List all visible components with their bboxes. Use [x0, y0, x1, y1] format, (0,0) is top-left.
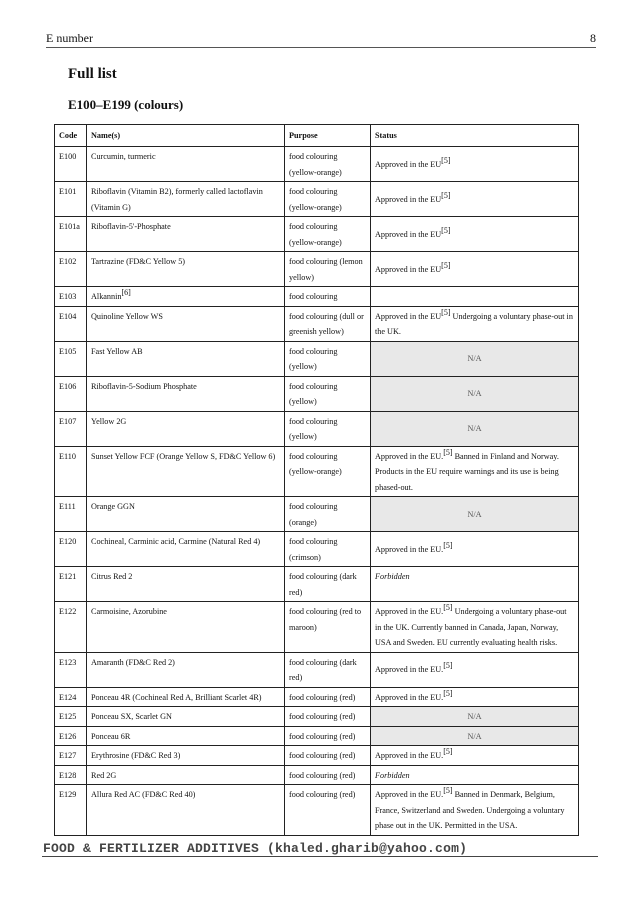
status-text: Approved in the EU.	[375, 544, 444, 554]
cell-name	[87, 306, 285, 341]
cell-name	[87, 687, 285, 707]
cell-name-text: Cochineal, Carminic acid, Carmine (Natural Red 4)	[91, 537, 261, 546]
cell-status	[371, 785, 579, 836]
cell-status	[371, 687, 579, 707]
cell-code	[55, 147, 87, 182]
cell-code-text: E126	[59, 731, 77, 741]
page-header	[46, 31, 596, 48]
cell-status-text: N/A	[467, 509, 482, 519]
cell-purpose	[285, 287, 371, 307]
e-number-table	[54, 124, 579, 836]
cell-status	[371, 217, 579, 252]
cell-status-text: N/A	[467, 731, 482, 741]
cell-code	[55, 411, 87, 446]
cell-purpose-text: food colouring (dull or greenish yellow)	[289, 311, 364, 336]
cell-code	[55, 602, 87, 653]
table-row	[55, 341, 579, 376]
table-row	[55, 687, 579, 707]
column-header-purpose: Purpose	[285, 125, 371, 147]
cell-name-text: Red 2G	[91, 770, 117, 780]
cell-status	[371, 746, 579, 766]
cell-name	[87, 707, 285, 727]
table-row	[55, 726, 579, 746]
cell-purpose-text: food colouring (dark red)	[289, 657, 357, 682]
status-text: Approved in the EU.	[375, 607, 444, 616]
status-text: Approved in the EU	[375, 229, 442, 239]
cell-name-text: Ponceau 4R (Cochineal Red A, Brilliant Scarlet 4R)	[91, 692, 262, 702]
cell-status	[371, 411, 579, 446]
status-text: Approved in the EU	[375, 159, 442, 169]
cell-name-text: Amaranth (FD&C Red 2)	[91, 657, 175, 667]
cell-name	[87, 746, 285, 766]
cell-purpose	[285, 497, 371, 532]
reference-link[interactable]: [5]	[441, 155, 451, 165]
table-row	[55, 532, 579, 567]
cell-code-text: E106	[59, 381, 77, 391]
cell-code	[55, 687, 87, 707]
cell-name	[87, 287, 285, 307]
status-note: Undergoing a voluntary phase-out in the UK. Currently banned in Canada, Japan, Norway, USA and Sweden. EU currently evaluating health risks.	[375, 607, 567, 647]
cell-purpose-text: food colouring (yellow-orange)	[289, 187, 342, 212]
table-row	[55, 306, 579, 341]
cell-code-text: E128	[59, 770, 77, 780]
cell-status-text: N/A	[467, 354, 482, 364]
table-row	[55, 707, 579, 727]
cell-status	[371, 532, 579, 567]
cell-status	[371, 341, 579, 376]
cell-status	[371, 726, 579, 746]
cell-code-text: E101	[59, 187, 77, 196]
reference-link[interactable]: [5]	[443, 447, 453, 457]
cell-name	[87, 785, 285, 836]
cell-status-text: N/A	[467, 424, 482, 434]
cell-purpose	[285, 746, 371, 766]
reference-link[interactable]: [5]	[443, 661, 453, 671]
cell-purpose-text: food colouring (yellow)	[289, 381, 338, 406]
cell-code-text: E122	[59, 607, 77, 616]
cell-purpose-text: food colouring (yellow)	[289, 416, 338, 441]
status-text: Approved in the EU.	[375, 751, 444, 760]
cell-name	[87, 567, 285, 602]
cell-purpose-text: food colouring (orange)	[289, 502, 338, 527]
cell-status	[371, 602, 579, 653]
section-title: Full list	[68, 66, 117, 82]
cell-purpose-text: food colouring (red)	[289, 751, 356, 760]
table-row	[55, 446, 579, 497]
cell-purpose-text: food colouring (yellow-orange)	[289, 222, 342, 247]
cell-status	[371, 306, 579, 341]
cell-code-text: E124	[59, 692, 77, 702]
cell-name-text: Tartrazine (FD&C Yellow 5)	[91, 257, 186, 266]
cell-name-text: Orange GGN	[91, 502, 135, 511]
cell-status	[371, 567, 579, 602]
cell-name	[87, 147, 285, 182]
cell-name	[87, 217, 285, 252]
cell-status	[371, 765, 579, 785]
table-row	[55, 252, 579, 287]
cell-name	[87, 726, 285, 746]
cell-code	[55, 252, 87, 287]
cell-code	[55, 652, 87, 687]
cell-purpose	[285, 532, 371, 567]
cell-purpose-text: food colouring (dark red)	[289, 572, 357, 597]
status-note: Banned in Finland and Norway. Products in the EU require warnings and its use is being phased-out.	[375, 451, 559, 492]
table-row	[55, 376, 579, 411]
cell-status	[371, 252, 579, 287]
cell-name-text: Carmoisine, Azorubine	[91, 607, 167, 616]
cell-purpose-text: food colouring (red)	[289, 731, 356, 741]
cell-code-text: E104	[59, 311, 77, 321]
table-row	[55, 217, 579, 252]
cell-name-text: Erythrosine (FD&C Red 3)	[91, 751, 181, 760]
cell-code-text: E102	[59, 257, 77, 266]
reference-link[interactable]: [5]	[443, 786, 453, 795]
cell-name	[87, 446, 285, 497]
table-row	[55, 746, 579, 766]
cell-name	[87, 532, 285, 567]
cell-purpose-text: food colouring (red to maroon)	[289, 607, 362, 632]
page-footer	[42, 842, 598, 857]
reference-link[interactable]: [5]	[441, 307, 451, 317]
cell-code	[55, 746, 87, 766]
table-row	[55, 411, 579, 446]
cell-code	[55, 341, 87, 376]
cell-status	[371, 182, 579, 217]
cell-purpose	[285, 446, 371, 497]
cell-purpose	[285, 602, 371, 653]
table-row	[55, 567, 579, 602]
cell-name-text: Riboflavin-5-Sodium Phosphate	[91, 381, 197, 391]
cell-name	[87, 411, 285, 446]
cell-status-text: N/A	[467, 712, 482, 721]
cell-purpose-text: food colouring (yellow-orange)	[289, 451, 342, 476]
cell-status	[371, 376, 579, 411]
cell-code	[55, 532, 87, 567]
reference-link[interactable]: [5]	[441, 260, 451, 270]
cell-code-text: E125	[59, 712, 77, 721]
cell-name-text: Yellow 2G	[91, 416, 127, 426]
status-text: Approved in the EU	[375, 311, 442, 321]
cell-name-text: Riboflavin (Vitamin B2), formerly called lactoflavin (Vitamin G)	[91, 187, 263, 212]
cell-purpose	[285, 765, 371, 785]
cell-status-text: N/A	[467, 389, 482, 399]
cell-status	[371, 147, 579, 182]
table-row	[55, 147, 579, 182]
cell-code-text: E121	[59, 572, 77, 581]
cell-name-text: Riboflavin-5'-Phosphate	[91, 222, 171, 231]
cell-code	[55, 785, 87, 836]
cell-purpose-text: food colouring (yellow-orange)	[289, 152, 342, 177]
cell-code	[55, 306, 87, 341]
column-header-status: Status	[371, 125, 579, 147]
cell-code	[55, 376, 87, 411]
cell-purpose	[285, 707, 371, 727]
cell-status	[371, 707, 579, 727]
cell-status	[371, 497, 579, 532]
table-row	[55, 652, 579, 687]
subsection-title: E100–E199 (colours)	[68, 97, 184, 112]
column-header-name: Name(s)	[87, 125, 285, 147]
cell-code	[55, 726, 87, 746]
cell-purpose-text: food colouring (red)	[289, 692, 356, 702]
cell-purpose	[285, 567, 371, 602]
page-number: 8	[590, 31, 596, 45]
status-text: Approved in the EU.	[375, 692, 444, 702]
reference-link[interactable]: [5]	[443, 540, 453, 550]
column-header-code: Code	[55, 125, 87, 147]
table-body	[55, 147, 579, 836]
cell-name	[87, 652, 285, 687]
cell-status-text: Forbidden	[375, 770, 410, 780]
cell-purpose	[285, 687, 371, 707]
table-row	[55, 497, 579, 532]
cell-name	[87, 602, 285, 653]
cell-code	[55, 287, 87, 307]
cell-code	[55, 217, 87, 252]
cell-code-text: E127	[59, 751, 77, 760]
cell-code	[55, 182, 87, 217]
cell-status	[371, 652, 579, 687]
status-text: Approved in the EU	[375, 194, 442, 204]
cell-code	[55, 567, 87, 602]
cell-purpose-text: food colouring (red)	[289, 770, 356, 780]
cell-purpose-text: food colouring (red)	[289, 712, 356, 721]
cell-code	[55, 765, 87, 785]
cell-purpose	[285, 376, 371, 411]
cell-name-text: Sunset Yellow FCF (Orange Yellow S, FD&C Yellow 6)	[91, 451, 276, 461]
reference-link[interactable]: [6]	[121, 288, 131, 297]
cell-name	[87, 497, 285, 532]
cell-name-text: Fast Yellow AB	[91, 346, 143, 356]
cell-code-text: E120	[59, 537, 77, 546]
status-text: Approved in the EU	[375, 264, 442, 274]
cell-name-text: Allura Red AC (FD&C Red 40)	[91, 790, 196, 799]
reference-link[interactable]: [5]	[441, 190, 451, 200]
table-row	[55, 602, 579, 653]
cell-code-text: E105	[59, 346, 77, 356]
cell-code-text: E129	[59, 790, 77, 799]
cell-name	[87, 765, 285, 785]
cell-code-text: E123	[59, 657, 77, 667]
cell-status-text: Forbidden	[375, 572, 410, 581]
status-note: Banned in Denmark, Belgium, France, Switzerland and Sweden. Undergoing a voluntary phase out in the UK. Permitted in the USA.	[375, 790, 565, 830]
cell-status	[371, 446, 579, 497]
table-row	[55, 785, 579, 836]
cell-code	[55, 497, 87, 532]
cell-code-text: E103	[59, 292, 77, 301]
status-text: Approved in the EU.	[375, 451, 444, 461]
cell-status	[371, 287, 579, 307]
status-text: Approved in the EU.	[375, 665, 444, 675]
cell-code	[55, 707, 87, 727]
status-note: Undergoing a voluntary phase-out in the UK.	[375, 311, 573, 336]
cell-name-text: Quinoline Yellow WS	[91, 311, 163, 321]
cell-name-text: Citrus Red 2	[91, 572, 133, 581]
cell-name-text: Alkannin	[91, 292, 122, 301]
cell-purpose	[285, 411, 371, 446]
reference-link[interactable]: [5]	[443, 688, 453, 698]
cell-purpose-text: food colouring	[289, 292, 338, 301]
reference-link[interactable]: [5]	[443, 747, 453, 756]
cell-name	[87, 341, 285, 376]
cell-code-text: E111	[59, 502, 76, 511]
cell-purpose	[285, 147, 371, 182]
cell-purpose	[285, 652, 371, 687]
table-header-row	[55, 125, 579, 147]
cell-purpose	[285, 726, 371, 746]
cell-code-text: E110	[59, 451, 76, 461]
header-title: E number	[46, 31, 93, 45]
cell-name-text: Ponceau 6R	[91, 731, 131, 741]
cell-code-text: E100	[59, 152, 77, 161]
cell-purpose	[285, 182, 371, 217]
table-row	[55, 182, 579, 217]
cell-code-text: E107	[59, 416, 77, 426]
cell-name	[87, 252, 285, 287]
cell-name	[87, 376, 285, 411]
status-text: Approved in the EU.	[375, 790, 444, 799]
cell-name	[87, 182, 285, 217]
table-row	[55, 765, 579, 785]
cell-name-text: Curcumin, turmeric	[91, 152, 156, 161]
cell-purpose-text: food colouring (crimson)	[289, 537, 338, 562]
cell-code	[55, 446, 87, 497]
cell-purpose	[285, 341, 371, 376]
cell-name-text: Ponceau SX, Scarlet GN	[91, 712, 172, 721]
cell-purpose-text: food colouring (yellow)	[289, 346, 338, 371]
cell-purpose-text: food colouring (red)	[289, 790, 356, 799]
cell-code-text: E101a	[59, 222, 80, 231]
footer-text: FOOD & FERTILIZER ADDITIVES (khaled.gharib@yahoo.com)	[43, 841, 468, 856]
cell-purpose	[285, 252, 371, 287]
cell-purpose	[285, 306, 371, 341]
table-row	[55, 287, 579, 307]
reference-link[interactable]: [5]	[443, 603, 453, 612]
cell-purpose	[285, 785, 371, 836]
cell-purpose	[285, 217, 371, 252]
reference-link[interactable]: [5]	[441, 225, 451, 235]
cell-purpose-text: food colouring (lemon yellow)	[289, 257, 363, 282]
